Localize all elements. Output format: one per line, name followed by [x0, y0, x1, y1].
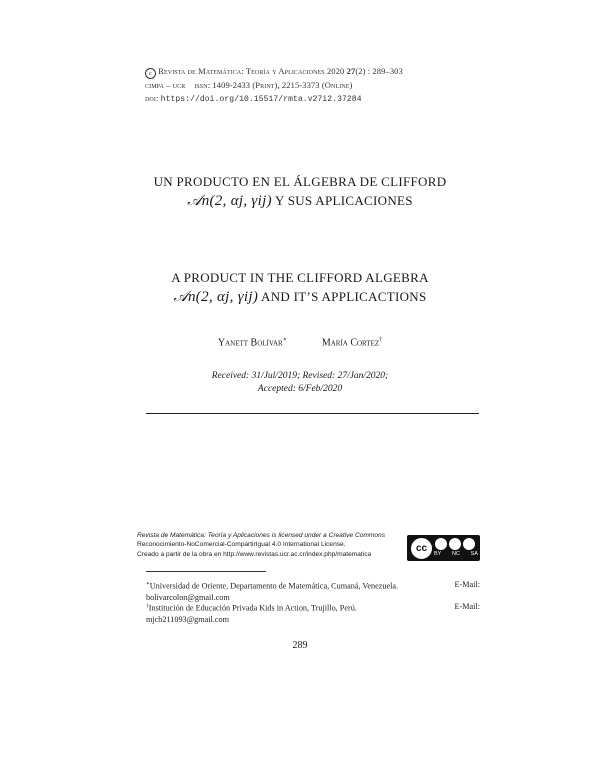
title-es-line2 [0, 192, 600, 210]
footnote-mark: † [146, 603, 149, 609]
badge-label-sa: SA [470, 551, 478, 557]
footnote-email-label: E-Mail: [454, 602, 480, 611]
sa-icon [463, 538, 475, 550]
cc-license-badge[interactable] [407, 535, 480, 561]
title-es-line1: UN PRODUCTO EN EL ÁLGEBRA DE CLIFFORD [153, 174, 447, 189]
footnote-email-label: E-Mail: [454, 580, 480, 589]
issn-org: cimpa – ucr [145, 80, 186, 90]
dates-line2: Accepted: 6/Feb/2020 [257, 384, 343, 394]
footnote-rule [146, 571, 266, 572]
license-line2[interactable]: Reconocimiento-NoComercial-CompartirIgual 4.0 International License. [137, 541, 346, 549]
journal-header-line [145, 66, 403, 79]
issn-line [145, 80, 352, 90]
doi-line [145, 93, 362, 104]
license-text [137, 531, 385, 559]
by-icon [435, 538, 447, 550]
author-name: María Cortez [321, 337, 380, 349]
footnote-email[interactable]: mjcb211093@gmail.com [146, 614, 229, 624]
footnote-affiliation: Institución de Educación Privada Kids in Action, Trujillo, Perú. [148, 603, 357, 613]
title-es-rest: Y SUS APLICACIONES [274, 193, 413, 208]
badge-label-nc: NC [452, 551, 460, 557]
license-line3[interactable]: Creado a partir de la obra en http://www.revistas.ucr.ac.cr/index.php/matematica [137, 550, 372, 558]
footnote-affiliation: Universidad de Oriente, Departamento de Matemática, Cumaná, Venezuela. [149, 581, 399, 591]
title-en-line1: A PRODUCT IN THE CLIFFORD ALGEBRA [171, 270, 429, 285]
footnote-mark: ∗ [146, 581, 150, 587]
page-number: 289 [292, 640, 308, 651]
title-en-math: 𝒜n(2, αj, γij) [173, 289, 259, 305]
title-en-line2 [0, 288, 600, 306]
doi-label: doi: [145, 93, 159, 103]
title-es-math: 𝒜n(2, αj, γij) [187, 193, 272, 209]
author-mark: ∗ [282, 337, 287, 343]
doi-link[interactable]: https://doi.org/10.15517/rmta.v27i2.37284 [160, 95, 362, 104]
author-mark: † [379, 337, 383, 343]
author-name: Yanett Bolívar [217, 337, 283, 349]
cc-icon: cc [410, 537, 433, 560]
badge-label-by: BY [434, 551, 442, 557]
footnote-email[interactable]: bolivarcolon@gmail.com [146, 592, 230, 602]
authors [0, 336, 600, 348]
dates-line1: Received: 31/Jul/2019; Revised: 27/Jan/2020; [211, 371, 389, 381]
horizontal-rule [146, 413, 479, 414]
issn-text: issn: 1409-2433 (Print), 2215-3373 (Online) [194, 80, 353, 90]
journal-issue-pages: (2) : 289–303 [355, 66, 403, 76]
license-line1: Revista de Matemática: Teoría y Aplicaciones is licensed under a Creative Commons [137, 532, 385, 539]
footnote-1 [146, 579, 480, 603]
journal-volume: 27 [346, 66, 356, 76]
footnote-2 [146, 601, 480, 625]
nc-icon [449, 538, 461, 550]
copyright-icon: c [145, 68, 156, 79]
title-en-rest: AND IT’S APPLICACTIONS [261, 289, 427, 304]
journal-name: Revista de Matemática: Teoría y Aplicaciones 2020 [158, 66, 345, 76]
